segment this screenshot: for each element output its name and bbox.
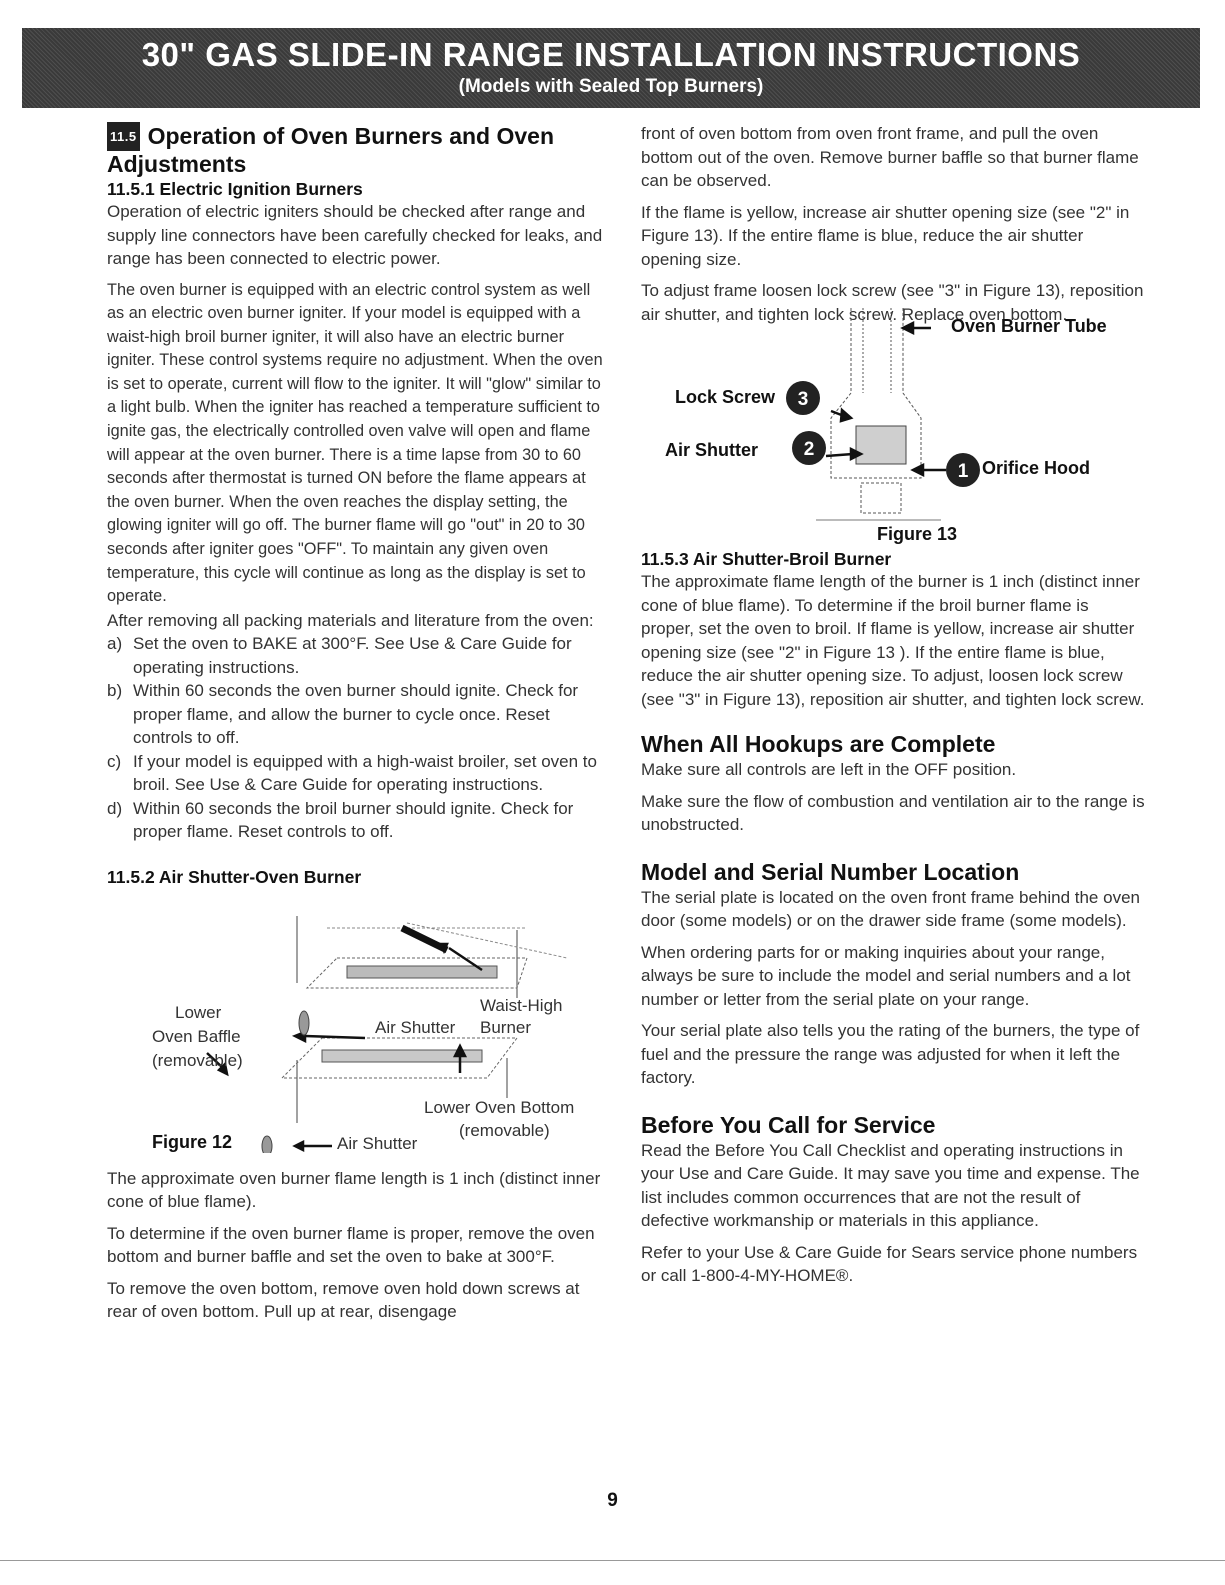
section-heading-text: Operation of Oven Burners and Oven Adjustments: [107, 123, 555, 177]
callout-3: 3: [797, 389, 809, 410]
paragraph: If the flame is yellow, increase air shutter opening size (see "2" in Figure 13). If the entire flame is blue, reduce the air shutter opening size.: [641, 202, 1130, 269]
heading-model-serial: Model and Serial Number Location: [641, 858, 1020, 885]
list-item-text: Within 60 seconds the oven burner should ignite. Check for proper flame, and allow the burner to cycle once. Reset controls to off.: [133, 681, 579, 748]
label-lower: Lower: [175, 1002, 222, 1022]
paragraph: Operation of electric igniters should be checked after range and supply line connectors have been carefully checked for leaks, and range has been connected to electric power.: [107, 202, 603, 268]
callout-1: 1: [957, 461, 969, 482]
list-item-text: Within 60 seconds the broil burner should ignite. Check for proper flame. Reset controls to off.: [133, 798, 574, 842]
figure-13: [641, 298, 1146, 548]
page-subtitle: (Models with Sealed Top Burners): [458, 76, 764, 97]
figure-13-caption: Figure 13: [877, 524, 958, 544]
paragraph: Read the Before You Call Checklist and operating instructions in your Use and Care Guide. It may save you time and expense. The list includes common occurrences that are not the result of defective workmanship or materials in this appliance.: [641, 1140, 1140, 1230]
callout-2: 2: [803, 439, 815, 460]
label-air-shutter-bottom: Air Shutter: [337, 1133, 418, 1153]
list-item: [107, 679, 610, 750]
heading-before-service: Before You Call for Service: [641, 1111, 936, 1138]
left-column: [107, 122, 610, 1332]
paragraph: front of oven bottom from oven front frame, and pull the oven bottom out of the oven. Remove burner baffle so that burner flame can be observed.: [641, 124, 1139, 190]
label-oven-burner-tube: Oven Burner Tube: [951, 316, 1107, 336]
label-removable-2: (removable): [459, 1120, 550, 1140]
list-item-text: Set the oven to BAKE at 300°F. See Use & Care Guide for operating instructions.: [133, 634, 572, 677]
page-number: 9: [607, 1490, 618, 1511]
paragraph: Refer to your Use & Care Guide for Sears service phone numbers or call 1-800-4-MY-HOME®.: [641, 1242, 1138, 1285]
section-heading: [107, 122, 610, 178]
label-burner: Burner: [480, 1017, 532, 1037]
label-lower-oven-bottom: Lower Oven Bottom: [424, 1097, 575, 1117]
paragraph: Your serial plate also tells you the rating of the burners, the type of fuel and the pressure the range was adjusted for when it left the factory.: [641, 1021, 1140, 1087]
paragraph: The approximate oven burner flame length is 1 inch (distinct inner cone of blue flame).: [107, 1168, 601, 1212]
paragraph: Make sure all controls are left in the OFF position.: [641, 760, 1017, 779]
paragraph: To determine if the oven burner flame is proper, remove the oven bottom and burner baffle and set the oven to bake at 300°F.: [107, 1223, 595, 1267]
list-item: [107, 750, 610, 797]
list-marker: b): [107, 681, 123, 701]
steps-list: [107, 632, 610, 844]
list-marker: c): [107, 751, 122, 771]
section-badge: 11.5: [107, 122, 140, 151]
list-marker: d): [107, 798, 123, 818]
subheading-air-shutter-broil: 11.5.3 Air Shutter-Broil Burner: [641, 549, 892, 569]
paragraph: Make sure the flow of combustion and ventilation air to the range is unobstructed.: [641, 791, 1145, 834]
label-lock-screw: Lock Screw: [675, 387, 776, 407]
paragraph: The approximate flame length of the burner is 1 inch (distinct inner cone of blue flame). To determine if the broil burner flame is proper, set the oven to broil. If flame is yellow, increase air shutter opening size (see "2" in Figure 13 ). If the entire flame is blue, reduce the air shutter opening size. To adjust, loosen lock screw (see "3" in Figure 13), reposition air shutter, and tighten lock screw.: [641, 572, 1145, 709]
paragraph: To remove the oven bottom, remove oven hold down screws at rear of oven bottom. Pull up at rear, disengage: [107, 1278, 580, 1322]
figure-12-caption: Figure 12: [152, 1131, 233, 1152]
page-bottom-rule: [0, 1560, 1225, 1561]
heading-hookups: When All Hookups are Complete: [641, 731, 996, 757]
label-removable: (removable): [152, 1050, 243, 1070]
list-item: [107, 632, 610, 679]
page-title: 30" GAS SLIDE-IN RANGE INSTALLATION INSTRUCTIONS: [141, 36, 1081, 73]
paragraph: The oven burner is equipped with an electric control system as well as an electric oven burner igniter. If your model is equipped with a waist-high broil burner igniter, it will also have an electric burner igniter. These control systems require no adjustment. When the oven is set to operate, current will flow to the igniter. It will "glow" similar to a light bulb. When the igniter has reached a temperature sufficient to ignite gas, the electrically controlled oven valve will open and flame will appear at the oven burner. There is a time lapse from 30 to 60 seconds after thermostat is turned ON before the flame appears at the oven burner. When the oven reaches the display setting, the glowing igniter will go off. The burner flame will go "out" in 20 to 30 seconds after igniter goes "OFF". To maintain any given oven temperature, this cycle will continue as long as the display is set to operate.: [107, 280, 603, 606]
label-waist-high: Waist-High: [480, 995, 563, 1015]
subheading-electric-ignition: 11.5.1 Electric Ignition Burners: [107, 179, 363, 199]
label-air-shutter: Air Shutter: [665, 440, 759, 460]
label-air-shutter-top: Air Shutter: [375, 1017, 456, 1037]
paragraph: To adjust frame loosen lock screw (see "3" in Figure 13), reposition air shutter, and tighten lock screw. Replace oven bottom.: [641, 281, 1144, 324]
list-item: [107, 797, 610, 844]
paragraph: After removing all packing materials and literature from the oven:: [107, 610, 594, 630]
list-marker: a): [107, 634, 123, 654]
header-banner: [22, 28, 1200, 108]
list-item-text: If your model is equipped with a high-waist broiler, set oven to broil. See Use & Care Guide for operating instructions.: [133, 751, 597, 795]
label-orifice-hood: Orifice Hood: [982, 458, 1091, 478]
paragraph: The serial plate is located on the oven front frame behind the oven door (some models) or on the drawer side frame (some models).: [641, 887, 1140, 930]
subheading-air-shutter-oven: 11.5.2 Air Shutter-Oven Burner: [107, 866, 362, 887]
paragraph: When ordering parts for or making inquiries about your range, always be sure to include the model and serial numbers and a lot number or letter from the serial plate on your range.: [641, 942, 1131, 1009]
right-column: [641, 122, 1146, 1296]
label-oven-baffle: Oven Baffle: [152, 1026, 241, 1046]
figure-12: [107, 888, 610, 1153]
